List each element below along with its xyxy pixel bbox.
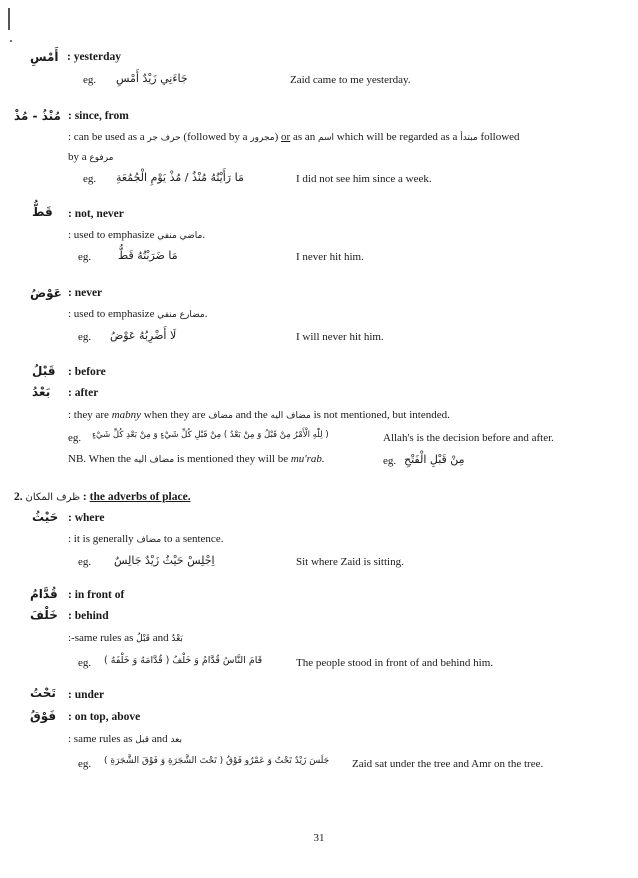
scan-mark (8, 8, 10, 30)
translation-fawqa: Zaid sat under the tree and Amr on the tree. (352, 758, 544, 770)
translation-qablu-badu: Allah's is the decision before and after. (383, 432, 554, 444)
eg-arabic-awdu: لَا أَضْرِبُهُ عَوْضُ (110, 329, 177, 342)
translation-awdu: I will never hit him. (296, 331, 384, 343)
eg-label: eg. (83, 173, 97, 185)
arabic-headword-awdu: عَوْضُ (30, 286, 62, 300)
awdu-line1: : used to emphasize مضارع منفي. (68, 308, 208, 320)
eg-label: eg. (68, 432, 82, 444)
headword-under: : under (68, 689, 105, 701)
eg-arabic-ams: جَاءَنِي زَيْدٌ أَمْسِ (116, 72, 188, 85)
badu-line1: : they are mabny when they are مضاف and the مضاف اليه is not mentioned, but intended. (68, 409, 450, 421)
headword-since: : since, from (68, 110, 129, 122)
arabic-headword-haythu: حَيْثُ (32, 510, 59, 524)
headword-after: : after (68, 387, 99, 399)
page-number: 31 (313, 832, 325, 844)
eg-label: eg. (78, 758, 92, 770)
arabic-headword-tahta: تَحْتُ (30, 686, 56, 700)
nb-eg-arabic: مِنْ قَبْلِ الْفَتْحِ (404, 453, 465, 466)
arabic-headword-quddam: قُدَّامُ (30, 587, 58, 601)
eg-label: eg. (83, 74, 97, 86)
arabic-headword-qattu: قَطُّ (32, 205, 53, 219)
qattu-line1: : used to emphasize ماضي منفي. (68, 229, 206, 241)
headword-in-front-of: : in front of (68, 589, 125, 601)
arabic-headword-badu: بَعْدُ (32, 385, 51, 399)
translation-khalf: The people stood in front of and behind him. (296, 657, 494, 669)
eg-arabic-fawqa: جَلَسَ زَيْدٌ تَحْتُ وَ عَمْرٌو فَوْقُ ( تَحْتَ الشَّجَرَةِ وَ فَوْقَ الشَّجَرَةِ ) (104, 756, 330, 766)
eg-label: eg. (78, 331, 92, 343)
translation-haythu: Sit where Zaid is sitting. (296, 556, 404, 568)
translation-ams: Zaid came to me yesterday. (290, 74, 411, 86)
eg-label: eg. (78, 657, 92, 669)
headword-on-top: : on top, above (68, 711, 141, 723)
arabic-headword-ams: أَمْسِ (30, 50, 59, 64)
khalf-line1: :-same rules as قَبْلُ and بَعْدُ (68, 632, 183, 644)
arabic-headword-khalf: خَلْفَ (30, 608, 58, 622)
translation-qattu: I never hit him. (296, 251, 364, 263)
nb-eg-label: eg. (383, 455, 397, 467)
nb-line: NB. When the مضاف اليه is mentioned they will be mu'rab. (68, 453, 325, 465)
arabic-headword-mundhu: مُنْذُ - مُذْ (14, 109, 61, 123)
section-heading: 2. ظرف المكان : the adverbs of place. (14, 491, 191, 503)
eg-arabic-haythu: اِجْلِسْ حَيْثُ زَيْدٌ جَالِسٌ (114, 554, 215, 567)
headword-not-never: : not, never (68, 208, 124, 220)
mundhu-line1: : can be used as a حرف جر (followed by a مجرور) or as an اسم which will be regarded as a مبتدأ followed (68, 131, 520, 143)
translation-mundhu: I did not see him since a week. (296, 173, 432, 185)
headword-before: : before (68, 366, 106, 378)
eg-arabic-qablu-badu: ( لِلّٰهِ الْأَمْرُ مِنْ قَبْلُ وَ مِنْ بَعْدُ ) مِنْ قَبْلِ كُلِّ شَيْءٍ وَ مِنْ بَعْدِ كُلِّ شَيْءٍ (92, 430, 329, 440)
eg-arabic-mundhu: مَا رَأَيْتُهُ مُنْذُ / مُذْ يَوْمِ الْجُمُعَةِ (116, 171, 244, 184)
eg-label: eg. (78, 251, 92, 263)
arabic-headword-fawqa: فَوْقُ (30, 709, 57, 723)
scan-dot (10, 40, 12, 42)
eg-label: eg. (78, 556, 92, 568)
haythu-line1: : it is generally مضاف to a sentence. (68, 533, 224, 545)
eg-arabic-khalf: قَامَ النَّاسُ قُدَّامُ وَ خَلْفُ ( قُدَّامَهُ وَ خَلْفَهُ ) (104, 655, 263, 666)
headword-never: : never (68, 287, 103, 299)
headword-where: : where (68, 512, 105, 524)
eg-arabic-qattu: مَا ضَرَبْتُهُ قَطُّ (118, 249, 178, 262)
headword-yesterday: : yesterday (67, 51, 121, 63)
arabic-headword-qablu: قَبْلُ (32, 364, 56, 378)
fawqa-line1: : same rules as قبل and بعد (68, 733, 183, 745)
mundhu-line2: by a مرفوع (68, 151, 114, 163)
headword-behind: : behind (68, 610, 109, 622)
